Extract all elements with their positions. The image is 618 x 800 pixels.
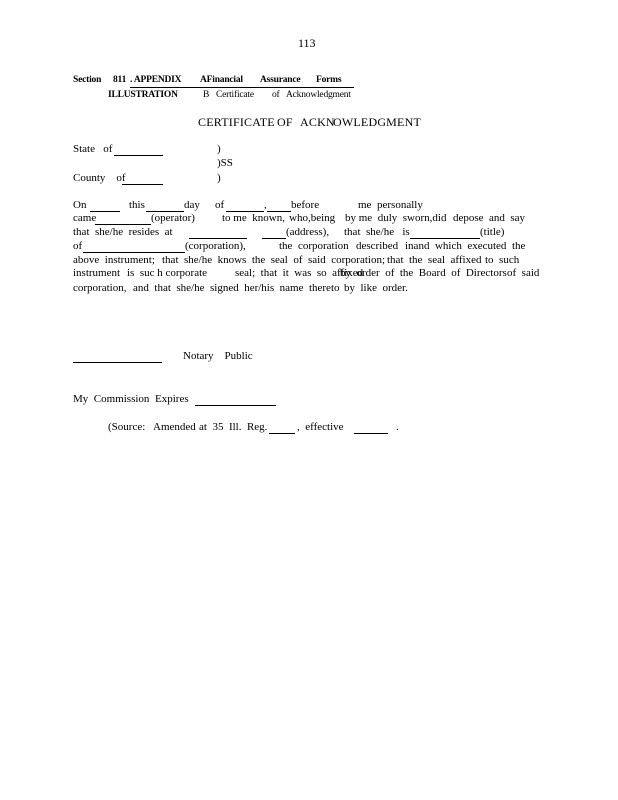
p6-board: by order of the Board of Directors xyxy=(340,267,507,279)
appendix-label: . APPENDIX xyxy=(130,75,182,85)
register-blank[interactable] xyxy=(269,433,295,434)
venue-paren-1: ) xyxy=(217,143,221,155)
p1-day: day xyxy=(184,199,200,211)
p2-to-me-known: to me known, xyxy=(222,212,285,224)
notary-signature-line[interactable] xyxy=(73,362,162,363)
forms-label: Forms xyxy=(316,75,342,85)
operator-blank[interactable] xyxy=(95,224,151,225)
section-label: Section xyxy=(73,75,102,85)
venue-paren-3: ) xyxy=(217,172,221,184)
p1-before: before xyxy=(291,199,320,211)
p6-of-said: of said xyxy=(507,267,540,279)
illustration-label: ILLUSTRATION xyxy=(108,90,178,100)
p4-the: the xyxy=(512,240,526,252)
county-blank[interactable] xyxy=(122,184,163,185)
title-blank[interactable] xyxy=(410,238,480,239)
p5-to-such: to such xyxy=(485,254,520,266)
p5-instrument: above instrument; xyxy=(73,254,155,266)
p1-personally: personally xyxy=(377,199,423,211)
county-label: County of xyxy=(73,172,126,184)
p1-on: On xyxy=(73,199,87,211)
p2-and-say: and say xyxy=(489,212,526,224)
p1-me: me xyxy=(358,199,372,211)
financial-label: AFinancial xyxy=(200,75,243,85)
p5-knows-seal: that she/he knows the seal of said corporation; xyxy=(162,254,386,266)
p2-who-being: who,being xyxy=(289,212,336,224)
p1-comma: , xyxy=(264,199,267,211)
commission-expires-blank[interactable] xyxy=(195,405,276,406)
p3-she-he-is: that she/he is xyxy=(344,226,410,238)
p2-came: came xyxy=(73,212,97,224)
p3-title: (title) xyxy=(480,226,505,238)
expires-label: Expires xyxy=(155,393,189,405)
assurance-label: Assurance xyxy=(260,75,301,85)
state-label: State of xyxy=(73,143,113,155)
ss-label: )SS xyxy=(217,157,233,169)
page-number: 113 xyxy=(298,36,316,50)
p2-depose: depose xyxy=(453,212,484,224)
source-effective: , effective xyxy=(297,421,344,433)
header-underline xyxy=(130,87,354,88)
p6-corporate: is suc h corporate xyxy=(127,267,208,279)
p3-resides-at: that she/he resides at xyxy=(73,226,173,238)
p4-corporation: (corporation), xyxy=(185,240,246,252)
notary-public-label: Notary Public xyxy=(183,350,253,362)
p4-described: described xyxy=(356,240,399,252)
acknowledgment-label: Acknowledgment xyxy=(286,90,351,100)
p4-of: of xyxy=(73,240,83,252)
section-number: 811 xyxy=(113,75,127,85)
source-amended: Amended xyxy=(153,421,196,433)
p7-like-order: by like order. xyxy=(344,282,408,294)
p6-so-affixed: seal; that it was so affixed xyxy=(235,267,364,279)
p6-instrument: instrument xyxy=(73,267,121,279)
title-part-3: ACKN xyxy=(300,115,335,129)
commission-label: My Commission xyxy=(73,393,150,405)
of-label: of xyxy=(272,90,280,100)
p4-the-corporation: the corporation xyxy=(279,240,349,252)
p2-sworn: by me duly sworn,did xyxy=(345,212,447,224)
p1-this: this xyxy=(129,199,145,211)
address-blank-2[interactable] xyxy=(262,238,286,239)
b-label: B xyxy=(203,90,210,100)
effective-date-blank[interactable] xyxy=(354,433,388,434)
p1-of: of xyxy=(215,199,225,211)
p7-corporation: corporation, xyxy=(73,282,127,294)
title-part-2: OF xyxy=(277,115,293,129)
address-blank-1[interactable] xyxy=(189,238,247,239)
corporation-blank[interactable] xyxy=(83,252,185,253)
p7-signed: and that she/he signed her/his name thereto xyxy=(133,282,340,294)
p2-operator: (operator) xyxy=(151,212,195,224)
certificate-label: Certificate xyxy=(216,90,254,100)
title-part-4: OWLEDGMENT xyxy=(333,115,421,129)
p4-executed: inand which executed xyxy=(405,240,507,252)
title-part-1: CERTIFICATE xyxy=(198,115,275,129)
p3-address: (address), xyxy=(286,226,330,238)
source-end: . xyxy=(396,421,399,433)
state-blank[interactable] xyxy=(114,155,163,156)
source-open: (Source: xyxy=(108,421,146,433)
source-reg: at 35 Ill. Reg. xyxy=(199,421,268,433)
p5-seal-affixed: that the seal affixed xyxy=(387,254,482,266)
